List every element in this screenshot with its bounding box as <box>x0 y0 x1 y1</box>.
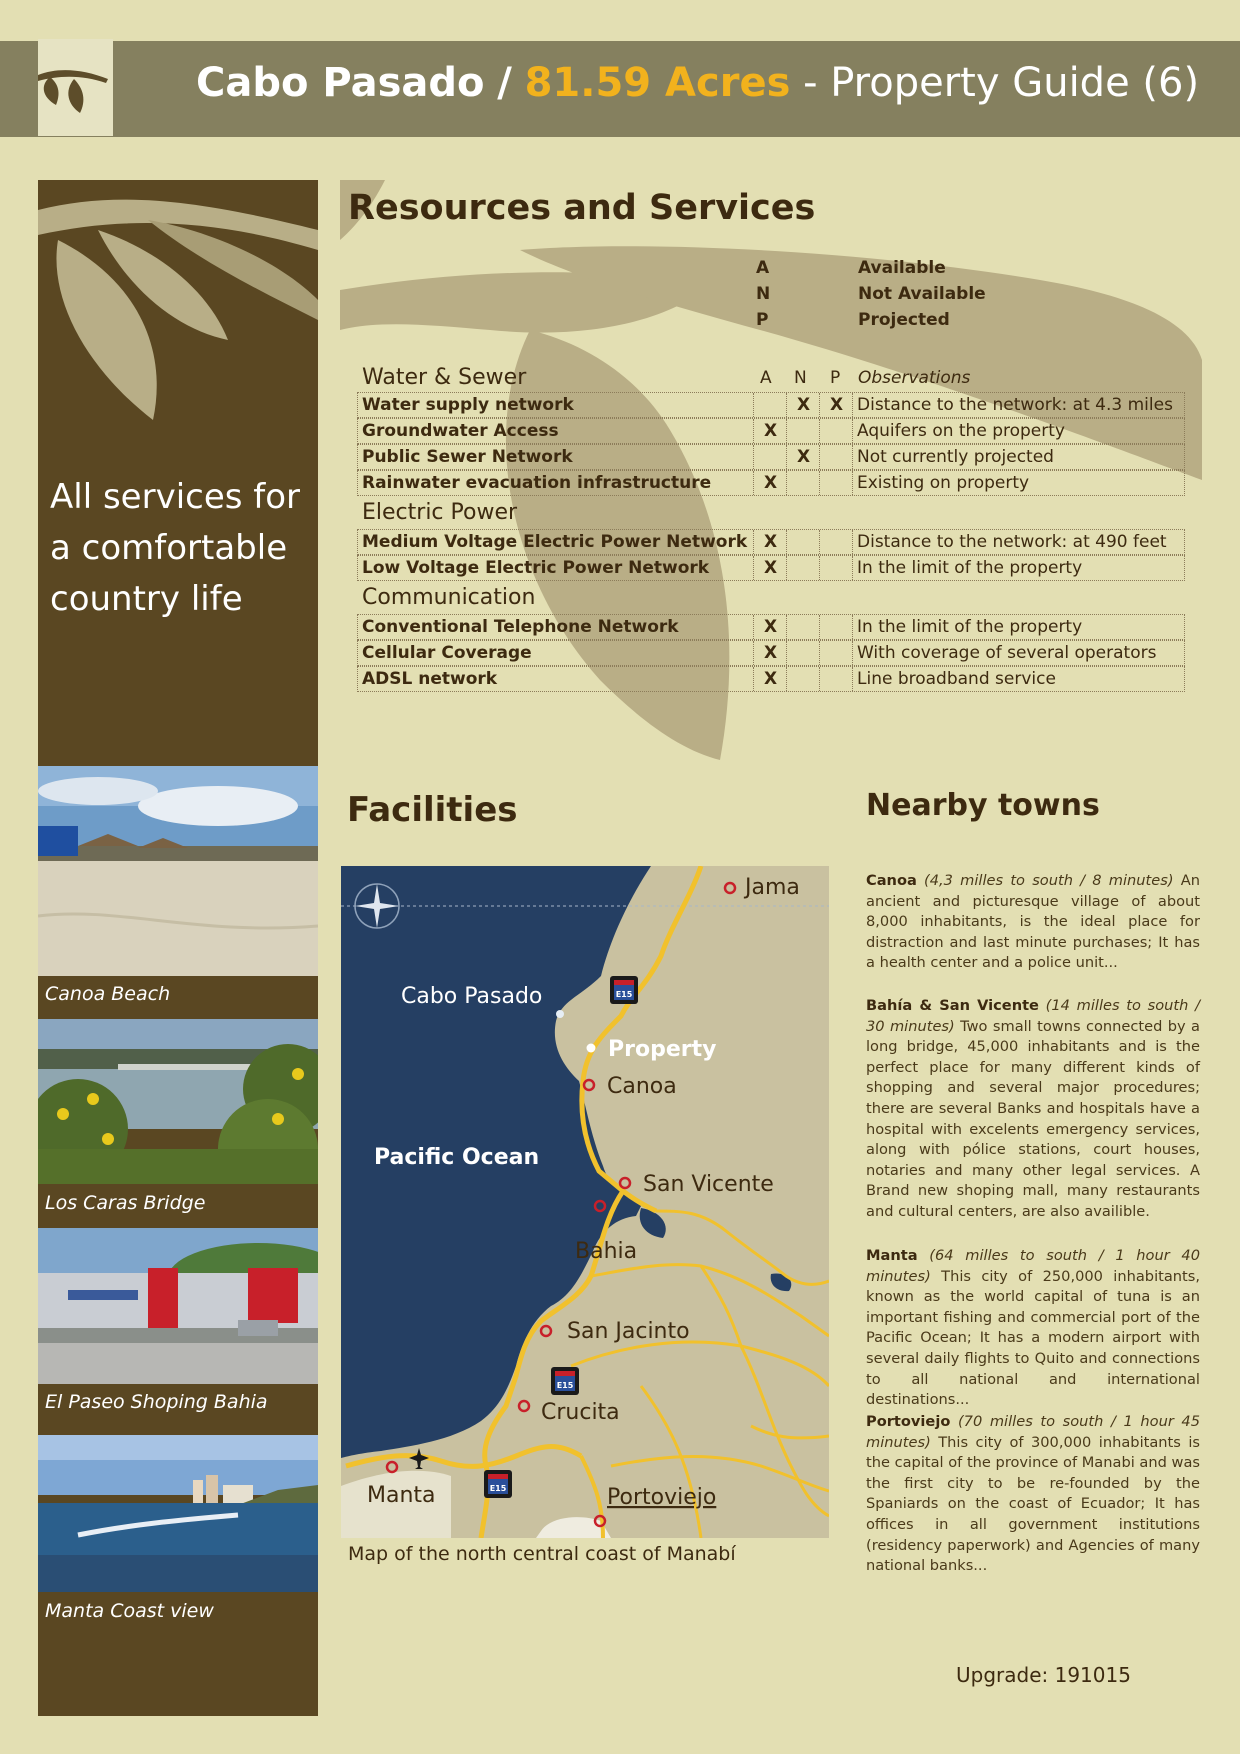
row-p <box>819 419 853 443</box>
row-a: X <box>753 556 787 580</box>
coast-map <box>341 866 829 1538</box>
leaf-logo <box>38 39 113 136</box>
table-row <box>357 529 1185 555</box>
table-row <box>357 444 1185 470</box>
photo-canoa-beach <box>38 766 318 976</box>
label-canoa: Canoa <box>607 1074 677 1099</box>
photo-los-caras-bridge <box>38 1019 318 1184</box>
row-a: X <box>753 615 787 639</box>
label-property: Property <box>608 1037 717 1062</box>
facilities-title: Facilities <box>347 790 518 830</box>
town-description: This city of 300,000 inhabitants is the capital of the province of Manabi and was the first city to be re-founded by the Spaniards on the coast of Ecuador; It has offices in all government institutions (residency paperwork) and Agencies of many national banks... <box>866 1433 1200 1575</box>
row-observation: Distance to the network: at 490 feet <box>852 530 1187 554</box>
title-acres: 81.59 Acres <box>524 60 791 106</box>
row-n <box>786 419 820 443</box>
svg-text:E15: E15 <box>556 1381 574 1390</box>
table-row <box>357 555 1185 581</box>
row-name: Cellular Coverage <box>362 643 532 663</box>
row-n <box>786 530 820 554</box>
row-n: X <box>786 393 820 417</box>
row-observation: Aquifers on the property <box>852 419 1187 443</box>
town-portoviejo <box>866 1412 1200 1577</box>
row-p: X <box>819 393 853 417</box>
label-cabo-pasado: Cabo Pasado <box>401 984 543 1009</box>
table-row <box>357 614 1185 640</box>
row-n <box>786 641 820 665</box>
town-manta <box>866 1246 1200 1411</box>
legend-label-projected: Projected <box>858 310 950 330</box>
svg-text:E15: E15 <box>489 1484 507 1493</box>
label-san-jacinto: San Jacinto <box>567 1319 690 1344</box>
row-n <box>786 667 820 691</box>
marker-cabo-pasado <box>556 1010 564 1018</box>
row-p <box>819 641 853 665</box>
table-row <box>357 640 1185 666</box>
row-observation: Not currently projected <box>852 445 1187 469</box>
town-distance: (4,3 milles to south / 8 minutes) <box>924 872 1174 889</box>
photo-el-paseo-shopping <box>38 1228 318 1384</box>
town-bahia-san-vicente <box>866 996 1200 1223</box>
column-header-n: N <box>794 368 807 388</box>
town-name: Portoviejo <box>866 1413 951 1430</box>
row-n <box>786 615 820 639</box>
sidebar-leaf-art <box>38 180 318 440</box>
town-description: An ancient and picturesque village of about 8,000 inhabitants, is the ideal place for distraction and last minute purchases; It has a health center and a police unit... <box>866 872 1201 972</box>
row-observation: Existing on property <box>852 471 1187 495</box>
label-crucita: Crucita <box>541 1400 620 1425</box>
map-caption: Map of the north central coast of Manabí <box>348 1543 736 1565</box>
row-name: Low Voltage Electric Power Network <box>362 558 710 578</box>
row-name: Groundwater Access <box>362 421 559 441</box>
caption-los-caras-bridge: Los Caras Bridge <box>45 1192 206 1214</box>
table-row <box>357 392 1185 418</box>
row-observation: In the limit of the property <box>852 556 1187 580</box>
row-a: X <box>753 419 787 443</box>
row-name: Rainwater evacuation infrastructure <box>362 473 712 493</box>
town-name: Canoa <box>866 872 917 889</box>
nearby-towns-title: Nearby towns <box>866 788 1100 823</box>
row-n <box>786 471 820 495</box>
row-a: X <box>753 530 787 554</box>
section-water-sewer: Water & Sewer <box>362 365 527 390</box>
resources-title: Resources and Services <box>348 188 816 228</box>
e15-shield-icon <box>484 1470 512 1498</box>
column-header-a: A <box>760 368 772 388</box>
row-observation: In the limit of the property <box>852 615 1187 639</box>
label-jama: Jama <box>745 875 800 900</box>
town-distance: (70 milles to south / 1 hour 45 minutes) <box>866 1413 1200 1451</box>
town-description: Two small towns connected by a long bridge, 45,000 inhabitants and is the perfect place for many different kinds of shopping and several major procedures; there are several Banks and hospitals have a hospital with excelents emergency services, along with pólice stations, court houses, notaries and many other legal services. A Brand new shoping mall, many restaurants and cultural centers, are also availible. <box>866 1017 1200 1220</box>
label-pacific-ocean: Pacific Ocean <box>374 1145 540 1170</box>
column-header-observations: Observations <box>858 368 971 388</box>
label-bahia: Bahia <box>575 1239 638 1264</box>
caption-canoa-beach: Canoa Beach <box>45 983 171 1005</box>
town-name: Bahía & San Vicente <box>866 997 1039 1014</box>
row-n <box>786 556 820 580</box>
row-name: ADSL network <box>362 669 498 689</box>
row-observation: With coverage of several operators <box>852 641 1187 665</box>
row-p <box>819 445 853 469</box>
town-distance: (64 milles to south / 1 hour 40 minutes) <box>866 1247 1200 1285</box>
town-canoa <box>866 871 1200 974</box>
legend-label-available: Available <box>858 258 946 278</box>
row-a <box>753 445 787 469</box>
row-observation: Distance to the network: at 4.3 miles <box>852 393 1187 417</box>
row-observation: Line broadband service <box>852 667 1187 691</box>
legend-code-p: P <box>756 310 769 330</box>
row-p <box>819 615 853 639</box>
label-portoviejo: Portoviejo <box>607 1485 717 1510</box>
row-p <box>819 530 853 554</box>
page-title <box>196 60 1199 106</box>
town-distance: (14 milles to south / 30 minutes) <box>866 997 1201 1035</box>
title-place: Cabo Pasado <box>196 60 485 106</box>
row-name: Water supply network <box>362 395 574 415</box>
marker-property <box>587 1044 596 1053</box>
row-a: X <box>753 641 787 665</box>
e15-shield-icon <box>551 1367 579 1395</box>
title-subtitle: - Property Guide (6) <box>803 60 1200 106</box>
legend-code-n: N <box>756 284 771 304</box>
photo-manta-coast <box>38 1435 318 1592</box>
row-name: Public Sewer Network <box>362 447 573 467</box>
table-row <box>357 666 1185 692</box>
table-row <box>357 470 1185 496</box>
row-p <box>819 556 853 580</box>
leaf-icon <box>38 39 113 136</box>
svg-text:E15: E15 <box>615 990 633 999</box>
town-description: This city of 250,000 inhabitants, known as the world capital of tuna is an important fishing and commercial port of the Pacific Ocean; It has a modern airport with several daily flights to Quito and connections to all national and international destinations... <box>866 1267 1200 1409</box>
legend-label-not-available: Not Available <box>858 284 986 304</box>
row-name: Medium Voltage Electric Power Network <box>362 532 748 552</box>
section-electric-power: Electric Power <box>362 500 518 525</box>
column-header-p: P <box>830 368 841 388</box>
section-communication: Communication <box>362 585 536 610</box>
title-separator: / <box>497 60 512 106</box>
row-name: Conventional Telephone Network <box>362 617 679 637</box>
table-row <box>357 418 1185 444</box>
town-name: Manta <box>866 1247 918 1264</box>
label-manta: Manta <box>367 1483 436 1508</box>
row-p <box>819 471 853 495</box>
e15-shield-icon <box>610 976 638 1004</box>
row-a: X <box>753 471 787 495</box>
legend-code-a: A <box>756 258 770 278</box>
sidebar-tagline: All services for a comfortable country life <box>50 477 301 619</box>
upgrade-label: Upgrade: 191015 <box>956 1663 1131 1687</box>
label-san-vicente: San Vicente <box>643 1172 774 1197</box>
caption-manta-coast: Manta Coast view <box>45 1600 214 1622</box>
caption-el-paseo: El Paseo Shoping Bahia <box>45 1391 268 1413</box>
row-a <box>753 393 787 417</box>
row-p <box>819 667 853 691</box>
row-a: X <box>753 667 787 691</box>
row-n: X <box>786 445 820 469</box>
